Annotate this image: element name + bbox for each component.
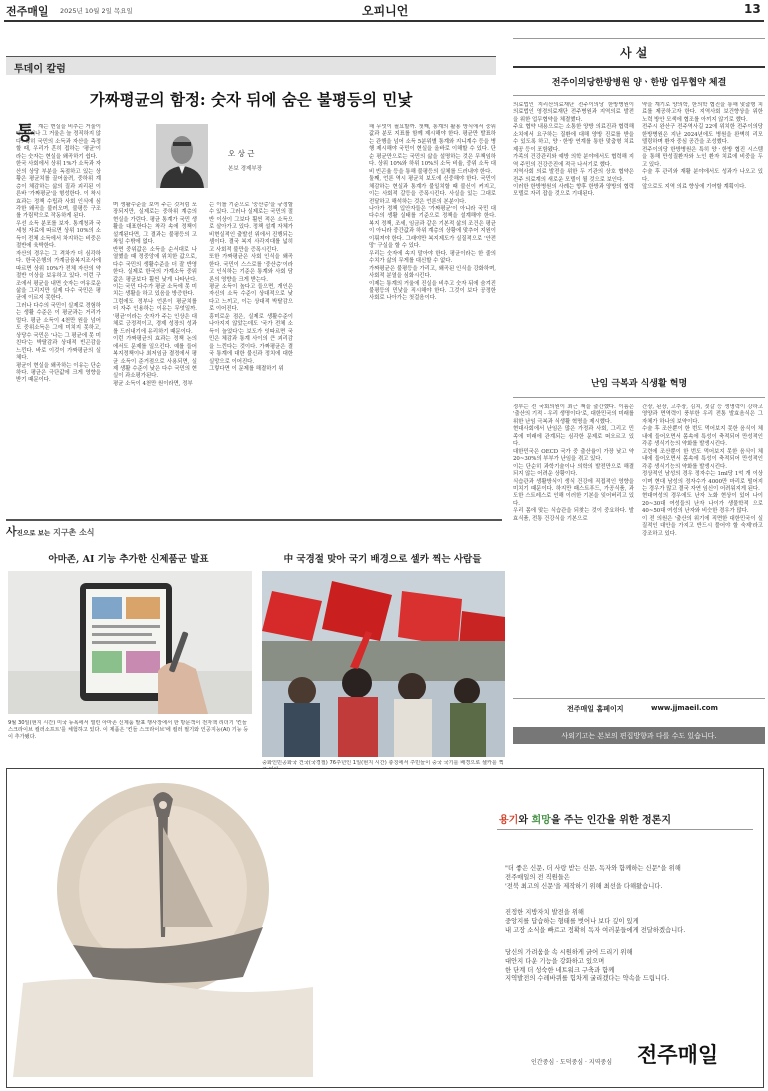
homepage-url[interactable]: www.jjmaeil.com xyxy=(651,704,718,712)
photo-section-label-mid: 진으로 보는 xyxy=(16,529,51,537)
homepage-rule xyxy=(513,698,765,699)
page-number: 13 xyxy=(744,2,761,16)
author-name: 오 상 근 xyxy=(228,149,255,158)
photo-section-label-first: 사 xyxy=(6,525,17,538)
ad-headline-brave: 용기 xyxy=(499,815,519,826)
photo-1-title: 아마존, AI 기능 추가한 신제품군 발표 xyxy=(48,554,209,565)
ad-headline-hope: 희망 xyxy=(531,815,551,826)
column-label-box xyxy=(6,56,496,75)
column-label: 투데이 칼럼 xyxy=(14,64,66,75)
photo-1-caption: 9월 30일(현지 시간) 미국 뉴욕에서 열린 아마존 신제품 발표 행사장에서 한 방문객이 전자책 리더기 '킨들 스크라이브 컬러소프트'를 체험하고 있다. 이 제품은 '킨들 스크라이브'에 컬러 필기와 인공지능(AI) 기능 등이 추가됐다. xyxy=(8,720,249,740)
header-rule xyxy=(4,20,764,22)
column-text-1: 계는 현실을 비추는 거울이다. 그러나 그 거울은 늘 정직하지 않다. 특히 국민의 소득과 자산을 측정할 때, 우리가 흔히 접하는 '평균'이라는 숫자는 현실을 왜곡하기 쉽다. 한국 사회에서 상위 1%가 소득과 자산의 상당 부분을 독점하고 있는 상황은 평균치를 끌어올려, 중하위 계층이 체감하는 삶의 질과 괴리된 이른바 '가짜평균'을 형성한다. 이 착시 효과는 정책 수립과 사회 인식에 심각한 왜곡을 불러오며, 불평등 구조를 가림막으로 작동하게 된다. 우선 소득 분포를 보자. 통계청과 국세청 자료에 따르면 상위 10%의 소득이 전체 소득에서 차지하는 비중은 절반에 육박한다. 자산의 경우는 그 격차가 더 심각하다. 한국은행의 가계금융복지조사에 따르면 상위 10%가 전체 자산의 약 절반 이상을 보유하고 있다. 이런 구조에서 평균을 내면 숫자는 여유로운 삶을 그리지만 실제 다수 국민은 평균에 이르지 못한다. 그러나 다수의 국민이 실제로 경험하는 생활 수준은 이 평균과는 거리가 멀다. 평균 소득이 4천만 원을 넘어도 중위소득은 그에 미치지 못하고, 상당수 국민은 '나는 그 평균에 못 미친다'는 박탈감과 상대적 빈곤감을 느낀다. 바로 이것이 가짜평균의 실체다. 평균이 현실을 왜곡하는 이유는 단순하다. 평균은 극단값에 크게 영향을 받기 때문이다. xyxy=(16,124,101,384)
ad-box xyxy=(6,768,764,1088)
column-text-4: 해 무엇이 필요할까. 첫째, 통계의 활용 방식에서 중위값과 분포 지표를 함께 제시해야 한다. 평균만 발표하는 관행을 넘어 소득 5분위별 통계와 지니계수 등을 병행 제시해야 국민이 현실을 올바로 이해할 수 있다. 단순 평균만으로는 국민의 삶을 설명하는 것은 무책임하다. 상위 10%와 하위 10%의 소득 비율, 중위 소득 대비 빈곤율 등을 통해 불평등의 실체를 드러내야 한다. 둘째, 언론 역시 평균치 보도에 신중해야 한다. 국민이 체감하는 현실과 통계가 불일치할 때 불신이 커지고, 이는 사회적 갈등을 증폭시킨다. 사실을 있는 그대로 전달하고 해석하는 것은 언론의 본분이다. 나아가 정책 입안자들은 '가짜평균'이 아니라 국민 대다수의 생활 실태를 기준으로 정책을 설계해야 한다. 복지 정책, 조세, 임금과 같은 기본적 삶의 조건은 평균이 아니라 중간값과 하위 계층의 상황에 맞추어 지원이 이뤄져야 한다. 그래야만 복지제도가 실질적으로 '안전망' 구실을 할 수 있다. 우리는 숫자에 속지 말아야 한다. 평균이라는 한 줄의 수치가 삶의 무게를 대신할 수 없다. 가짜평균은 불평등을 가리고, 왜곡된 인식을 강화하며, 사회적 분열을 심화시킨다. 이제는 통계의 거울에 진실을 비추고 숫자 뒤에 숨겨진 불평등의 민낯을 직시해야 한다. 그것이 보다 공정한 사회로 나아가는 첫걸음이다. xyxy=(369,124,496,302)
editorial-1-text-b: 약을 계기로 양의학, 한의학 협진을 통해 맞춤형 치료를 제공하고자 한다. 지역사회 보건향상을 위한 노력 방안 모색에 협조를 아끼지 않기로 했다. 전주시 완산구 전주역사길 22에 위치한 전주이의당한방병원은 지난 2024년에도 병원을 완벽히 리모델링하며 환자 중심 공간을 조성했다. 전주이의당 한방병원은 특히 양ㆍ한방 협진 시스템을 통해 만성질환자와 노인 환자 치료에 비중을 두고 있다. 수술 후 관리와 재활 분야에서도 성과가 나오고 있다. 앞으로도 지역 의료 향상에 기여할 계획이다. xyxy=(642,102,763,190)
editorial-1-title: 전주이의당한방병원 양ㆍ한방 업무협약 체결 xyxy=(551,78,727,88)
ad-paragraph-1: "더 좋은 신문, 더 사랑 받는 신문, 독자와 함께하는 신문"을 위해 전주매일의 전 직원들은 '전북 최고의 신문'을 제작하기 위해 최선을 다해왔습니다. xyxy=(505,865,681,890)
photo-1 xyxy=(8,571,252,714)
flag-crowd-photo-icon xyxy=(262,571,505,757)
photo-section-top-rule xyxy=(6,519,502,521)
editorial-top-rule xyxy=(513,38,765,39)
photo-2 xyxy=(262,571,505,757)
ship-pen-illustration-icon xyxy=(13,777,313,1077)
ad-paragraph-3: 당신의 가려움을 속 시원하게 긁어 드리기 위해 대안지 다운 기능을 강화하고 있으며 한 단계 더 성숙한 네트워크 구축과 함께 지역발전의 수레바퀴를 힘차게 굴리겠다는 약속을 드립니다. xyxy=(505,949,670,983)
photo-2-caption: 중화인민공화국 건국(국경절) 76주년인 1일(현지 시간) 충칭에서 주민들이 중국 국기를 배경으로 셀카를 찍 xyxy=(262,760,504,766)
ad-slogan: 인간중심 · 도덕중심 · 지역중심 xyxy=(531,1059,612,1066)
editorial-label: 사 설 xyxy=(620,46,648,60)
masthead xyxy=(0,0,768,22)
section-name: 오피니언 xyxy=(362,4,409,18)
disclaimer-text: 사외기고는 본보의 편집방향과 다를 수도 있습니다. xyxy=(561,732,717,740)
ad-headline-rule xyxy=(497,829,753,830)
author-role: 본보 경제부장 xyxy=(228,166,263,172)
editorial-2-text-b: 간장, 된장, 고추장, 김치, 젓갈 등 생명력이 강하고 영양과 면역력이 풍부한 우리 전통 발효음식은 그 자체가 하나의 보약이다. 수술 후 조산뿐이 한 번도 먹어보지 못한 음식이 체내에 들어오면서 몸속에 특성이 축적되어 만성적인 각종 생식기능의 약화를 발생시킨다. 고련에 조산뿐이 한 번도 먹어보지 못한 음식이 체내에 들어오면서 몸속에 특성이 축적되어 만성적인 각종 생식기능의 약화를 발생시킨다. 정상적인 남성의 경우 정자수는 1ml당 1억 개 이상이며 현대 남성의 정자수가 4000만 마리로 떨어지는 경우가 많고 결국 자연 임신이 어려워지게 된다. 현대여성의 경우에도 난자 노화 현상이 있어 나이 20~30대 여성들의 난자 나이가 생물학적 으로 40~50대 여성의 난자와 비슷한 경우가 많다. 이 전 의원은 '출산의 위기에 직면한 대한민국이 실질적인 대안을 가지고 반드시 풀어야 할 숙제'라고 강조하고 있다. xyxy=(642,404,763,537)
ereader-photo-icon xyxy=(8,571,252,714)
editorial-2-rule xyxy=(513,397,765,398)
column-text-3: 는 이를 기준으로 '중산층'을 규정할 수 있다. 그러나 실제로는 국민의 절반 이상이 그보다 훨씬 적은 소득으로 살아가고 있다. 정책 설계 자체가 비현실적인 출발선 위에서 진행되는 셈이다. 결국 복지 사각지대를 넓히고 사회적 불만을 증폭시킨다. 또한 가짜평균은 사회 인식을 왜곡한다. 국민이 스스로를 '중산층'이라고 인식하는 기준은 통계와 사회 담론의 영향을 크게 받는다. 평균 소득이 높다고 들으면, 개인은 자신의 소득 수준이 상대적으로 낮다고 느끼고, 이는 상대적 박탈감으로 이어진다. 흥미로운 점은, 실제로 생활수준이 나아지지 않았는데도 '국가 전체 소득이 늘었다'는 보도가 잇따르면 국민은 체감과 통계 사이의 큰 괴리감을 느낀다는 것이다. 가짜평균은 결국 통계에 대한 불신과 정치에 대한 실망으로 이어진다. 그렇다면 이 문제를 해결하기 위 xyxy=(209,202,293,372)
homepage-box xyxy=(513,702,765,717)
column-title: 가짜평균의 함정: 숫자 뒤에 숨은 불평등의 민낯 xyxy=(89,90,413,109)
editorial-2-text-a: 정부는 전 국회의원이 최근 책을 출간했다. 이름은 '출산의 기적 - 우리 생명이다'로, 대한민국의 미래를 위한 난임 극복과 식생활 혁명을 제시했다. 현대사회에서 난임은 많은 가정과 사회, 그리고 민족에 미래에 관계되는 심각한 문제로 떠오르고 있다. 대한민국은 OECD 국가 중 출산율이 가장 낮고 약 20~30%의 부부가 난임을 겪고 있다. 이는 단순히 과학기술이나 의학의 발전만으로 해결되지 않는 어려운 상황이다. 식습관과 생활방식이 생식 건강에 직접적인 영향을 미치기 때문이다. 하지만 패스트푸드, 가공식품, 과도한 스트레스로 인해 이러한 기본을 잊어버리고 있다. 우리 몸에 맞는 식습관을 되찾는 것이 중요하다. 발효식품, 전통 건강식을 기본으로 xyxy=(513,404,634,522)
photo-2-title: 中 국경절 맞아 국기 배경으로 셀카 찍는 사람들 xyxy=(283,554,482,565)
editorial-1-text-a: 의료법인 지리산의료재단 전주이의당 한방병원이 의료법인 영경의료재단 전주병원과 지역의료 발전을 위한 업무협약을 체결했다. 주요 협약 내용으로는 소통한 양방 의료진과 협력해 소치에서 요구하는 질환에 대해 양방 진료를 받을 수 있도록 하고, 양ㆍ한방 연계를 통한 맞춤형 치료 제공 등이 포함됐다. 가족의 건강관리와 예방 의학 분야에서도 협력해 지역 주민의 건강증진에 적극 나서기로 했다. 지역사회 의료 발전을 위한 두 기관의 상호 협약은 전주 의료계의 새로운 모델이 될 것으로 보인다. 이러한 한방병원의 사례는 향후 한방과 양방의 협력 모델로 자리 잡을 것으로 기대된다. xyxy=(513,102,634,198)
homepage-label: 전주매일 홈페이지 xyxy=(567,705,624,713)
author-photo xyxy=(156,124,208,188)
photo-section-label xyxy=(6,523,95,539)
column-dropcap: 통 xyxy=(16,122,35,144)
author-portrait-icon xyxy=(156,124,208,188)
editorial-label-rule xyxy=(513,66,765,68)
ad-headline-rest: 을 주는 인간을 위한 정론지 xyxy=(550,815,671,826)
disclaimer-bar xyxy=(513,727,765,744)
ad-headline xyxy=(499,811,671,826)
column-text-2: 며 생활수준을 보여 주는 것처럼 포장되지만, 실제로는 중하위 계층의 현실을 가린다. 평균 통계가 국민 생활을 대표한다는 착각 속에 정책이 설계된다면, 그 결과는 불평등의 고착일 수밖에 없다. 반면 중위값은 소득을 순서대로 나열했을 때 정중앙에 위치한 값으로, 다수 국민의 생활수준을 더 잘 반영한다. 실제로 한국의 가계소득 중위값은 평균보다 훨씬 낮게 나타난다. 이는 국민 다수가 평균 소득에 못 미치는 생활을 하고 있음을 방증한다. 그럼에도 정부나 언론이 평균치를 더 자주 인용하는 이유는 무엇일까. '평균'이라는 숫자가 주는 인상은 대체로 긍정적이고, 경제 성장의 성과를 드러내기에 유리하기 때문이다. 이런 가짜평균의 효과는 정책 논의에서도 문제를 일으킨다. 예를 들어 복지정책이나 최저임금 결정에서 평균 소득이 준거점으로 사용되면, 실제 생활 수준이 낮은 다수 국민의 현실이 과소평가된다. 평균 소득이 4천만 원이라면, 정부 xyxy=(113,202,197,387)
photo-section-label-end: 지구촌 소식 xyxy=(50,528,95,537)
ad-brand: 전주매일 xyxy=(637,1043,719,1067)
ad-headline-wa: 와 xyxy=(518,815,532,826)
issue-date: 2025년 10월 2일 목요일 xyxy=(60,7,133,15)
editorial-2-title: 난임 극복과 식생활 혁명 xyxy=(590,379,688,389)
paper-name: 전주매일 xyxy=(6,5,49,18)
ad-paragraph-2: 진정한 지방자치 발전을 위해 중앙지를 답습하는 형태를 벗어나 보다 깊이 있게 내 고장 소식을 빠르고 정확히 독자 여러분들에게 전달하겠습니다. xyxy=(505,909,686,934)
editorial-1-rule xyxy=(513,95,765,96)
